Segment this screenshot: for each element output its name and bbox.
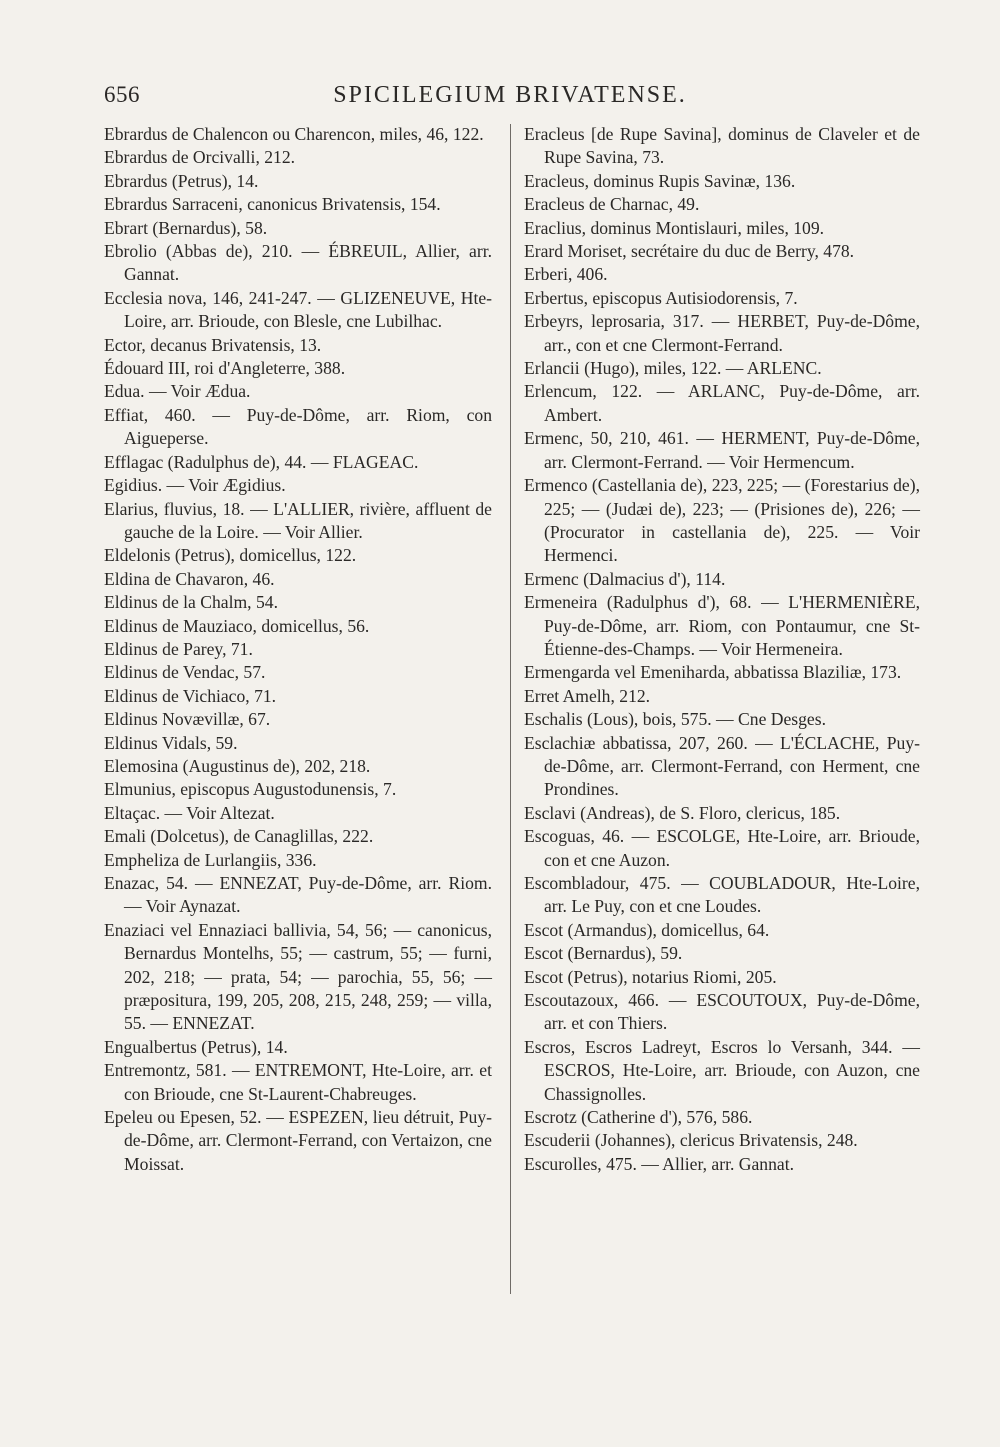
index-entry: Ector, decanus Brivatensis, 13.: [104, 334, 322, 355]
page-number: 656: [104, 82, 140, 107]
index-entry: Empheliza de Lurlangiis, 336.: [104, 849, 317, 870]
index-entry: Ermengarda vel Emeniharda, abbatissa Blaziliæ, 173.: [524, 662, 902, 683]
index-entry: Escros, Escros Ladreyt, Escros lo Versanh, 344. — ESCROS, Hte-Loire, arr. Brioude, con Auzon, cne Chassignolles.: [524, 1036, 920, 1104]
index-entry: Eldinus de Parey, 71.: [104, 638, 253, 659]
index-entry: Ebrolio (Abbas de), 210. — ÉBREUIL, Allier, arr. Gannat.: [104, 241, 492, 285]
index-entry: Eldinus Vidals, 59.: [104, 732, 238, 753]
index-entry: Ermenc (Dalmacius d'), 114.: [524, 568, 726, 589]
index-entry: Elmunius, episcopus Augustodunensis, 7.: [104, 779, 397, 800]
running-title: SPICILEGIUM BRIVATENSE.: [333, 82, 687, 108]
index-entry: Eldinus Novævillæ, 67.: [104, 709, 271, 730]
index-entry: Escot (Petrus), notarius Riomi, 205.: [524, 966, 777, 987]
index-entry: Eldinus de Vendac, 57.: [104, 662, 266, 683]
index-entry: Ebrardus Sarraceni, canonicus Brivatensis, 154.: [104, 194, 441, 215]
index-entry: Eracleus de Charnac, 49.: [524, 194, 700, 215]
index-entry: Escot (Bernardus), 59.: [524, 943, 683, 964]
index-entry: Egidius. — Voir Ægidius.: [104, 475, 286, 496]
index-entry: Eracleus, dominus Rupis Savinæ, 136.: [524, 170, 796, 191]
index-entry: Ecclesia nova, 146, 241-247. — GLIZENEUVE, Hte-Loire, arr. Brioude, con Blesle, cne Lubilhac.: [104, 287, 492, 332]
index-entry: Engualbertus (Petrus), 14.: [104, 1036, 288, 1057]
index-entry: Escrotz (Catherine d'), 576, 586.: [524, 1107, 753, 1128]
index-entry: Erlancii (Hugo), miles, 122. — ARLENC.: [524, 358, 822, 379]
index-column-left: [104, 123, 492, 1176]
index-entry: Ebrardus de Orcivalli, 212.: [104, 147, 296, 168]
index-entry: Eraclius, dominus Montislauri, miles, 109.: [524, 217, 825, 238]
index-entry: Enaziaci vel Ennaziaci ballivia, 54, 56; — canonicus, Bernardus Montelhs, 55; — castrum, 55; — furni, 202, 218; — prata, 54; — parochia, 55, 56; — præpositura, 199, 205, 208, 215, 248, 259; — villa, 55. — ENNEZAT.: [104, 919, 492, 1034]
index-entry: Emali (Dolcetus), de Canaglillas, 222.: [104, 826, 374, 847]
index-entry: Ebrardus (Petrus), 14.: [104, 170, 259, 191]
index-entry: Ebrart (Bernardus), 58.: [104, 217, 268, 238]
index-entry: Erbertus, episcopus Autisiodorensis, 7.: [524, 287, 798, 308]
index-entry: Efflagac (Radulphus de), 44. — FLAGEAC.: [104, 451, 419, 472]
index-entry: Erbeyrs, leprosaria, 317. — HERBET, Puy-de-Dôme, arr., con et cne Clermont-Ferrand.: [524, 311, 920, 355]
index-entry: Eltaçac. — Voir Altezat.: [104, 802, 275, 823]
column-divider: [510, 124, 511, 1294]
index-entry: Erret Amelh, 212.: [524, 685, 651, 706]
index-entry: Erlencum, 122. — ARLANC, Puy-de-Dôme, arr. Ambert.: [524, 381, 920, 425]
index-entry: Ermenco (Castellania de), 223, 225; — (Forestarius de), 225; — (Judæi de), 223; — (Prisiones de), 226; — (Procurator in castellania de), 225. — Voir Hermenci.: [524, 475, 920, 566]
index-entry: Eldelonis (Petrus), domicellus, 122.: [104, 545, 357, 566]
index-entry: Eldina de Chavaron, 46.: [104, 568, 275, 589]
index-entry: Édouard III, roi d'Angleterre, 388.: [104, 358, 346, 379]
index-entry: Escot (Armandus), domicellus, 64.: [524, 919, 770, 940]
index-entry: Escombladour, 475. — COUBLADOUR, Hte-Loire, arr. Le Puy, con et cne Loudes.: [524, 873, 920, 917]
index-entry: Eldinus de Vichiaco, 71.: [104, 685, 277, 706]
index-entry: Eschalis (Lous), bois, 575. — Cne Desges.: [524, 709, 826, 730]
index-entry: Escuderii (Johannes), clericus Brivatensis, 248.: [524, 1130, 858, 1151]
index-entry: Ermeneira (Radulphus d'), 68. — L'HERMENIÈRE, Puy-de-Dôme, arr. Riom, con Pontaumur, cne St-Étienne-des-Champs. — Voir Hermeneira.: [524, 592, 920, 659]
index-entry: Escoutazoux, 466. — ESCOUTOUX, Puy-de-Dôme, arr. et con Thiers.: [524, 990, 920, 1034]
index-entry: Edua. — Voir Ædua.: [104, 381, 251, 402]
index-entry: Erberi, 406.: [524, 264, 608, 285]
index-entry: Epeleu ou Epesen, 52. — ESPEZEN, lieu détruit, Puy-de-Dôme, arr. Clermont-Ferrand, con Vertaizon, cne Moissat.: [104, 1107, 492, 1174]
index-column-right: [524, 123, 920, 1176]
index-entry: Enazac, 54. — ENNEZAT, Puy-de-Dôme, arr. Riom. — Voir Aynazat.: [104, 873, 492, 917]
index-entry: Eracleus [de Rupe Savina], dominus de Claveler et de Rupe Savina, 73.: [524, 124, 920, 168]
index-entry: Entremontz, 581. — ENTREMONT, Hte-Loire, arr. et con Brioude, cne St-Laurent-Chabreuges.: [104, 1060, 492, 1104]
index-entry: Eldinus de Mauziaco, domicellus, 56.: [104, 615, 370, 636]
index-entry: Ermenc, 50, 210, 461. — HERMENT, Puy-de-Dôme, arr. Clermont-Ferrand. — Voir Hermencum.: [524, 428, 920, 472]
index-entry: Escurolles, 475. — Allier, arr. Gannat.: [524, 1153, 794, 1174]
index-entry: Erard Moriset, secrétaire du duc de Berry, 478.: [524, 241, 855, 262]
index-entry: Effiat, 460. — Puy-de-Dôme, arr. Riom, con Aigueperse.: [104, 404, 492, 449]
index-entry: Esclavi (Andreas), de S. Floro, clericus, 185.: [524, 802, 841, 823]
index-entry: Elarius, fluvius, 18. — L'ALLIER, rivière, affluent de gauche de la Loire. — Voir Allier.: [104, 498, 492, 542]
index-entry: Elemosina (Augustinus de), 202, 218.: [104, 755, 371, 776]
index-entry: Escoguas, 46. — ESCOLGE, Hte-Loire, arr. Brioude, con et cne Auzon.: [524, 826, 920, 870]
index-entry: Ebrardus de Chalencon ou Charencon, miles, 46, 122.: [104, 124, 484, 144]
index-entry: Eldinus de la Chalm, 54.: [104, 592, 278, 613]
index-entry: Esclachiæ abbatissa, 207, 260. — L'ÉCLACHE, Puy-de-Dôme, arr. Clermont-Ferrand, con Herment, cne Prondines.: [524, 732, 920, 800]
